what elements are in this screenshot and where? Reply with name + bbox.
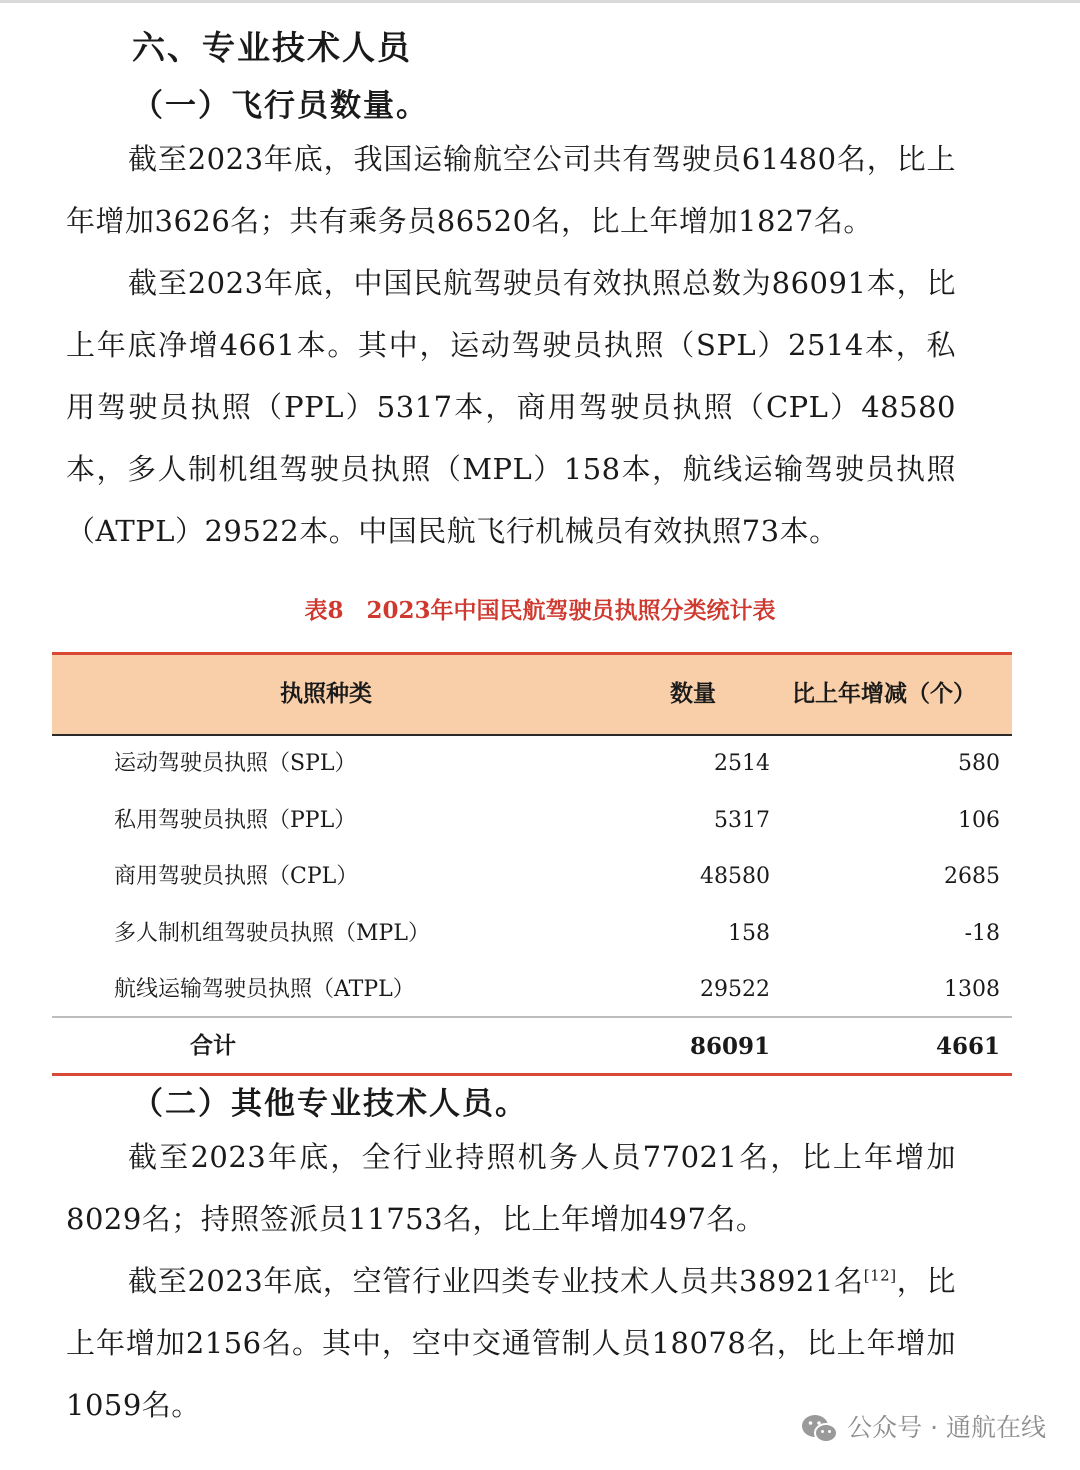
paragraph-license-total: 截至2023年底，中国民航驾驶员有效执照总数为86091本，比上年底净增4661本。其中，运动驾驶员执照（SPL）2514本，私用驾驶员执照（PPL）5317本，商用驾驶员执照（CPL）48580本，多人制机组驾驶员执照（MPL）158本，航线运输驾驶员执照（ATPL）29522本。中国民航飞行机械员有效执照73本。 <box>66 266 956 548</box>
table-row <box>52 848 1012 905</box>
table-header <box>52 655 1012 736</box>
row-license-type: 运动驾驶员执照（SPL） <box>114 751 357 776</box>
section-title: 六、专业技术人员 <box>132 28 412 67</box>
row-change: 2685 <box>944 864 1000 889</box>
atc-text-start: 截至2023年底，空管行业四类专业技术人员共38921名 <box>128 1264 864 1298</box>
row-change: 106 <box>958 808 1000 833</box>
row-count: 2514 <box>714 751 770 776</box>
table-row <box>52 905 1012 962</box>
header-change: 比上年增减（个） <box>792 681 976 707</box>
table-row <box>52 792 1012 849</box>
header-count: 数量 <box>670 681 716 707</box>
watermark <box>801 1408 1046 1448</box>
row-count: 5317 <box>714 808 770 833</box>
row-license-type: 商用驾驶员执照（CPL） <box>114 864 359 889</box>
table-caption: 表8 2023年中国民航驾驶员执照分类统计表 <box>304 597 776 624</box>
row-count: 158 <box>728 921 770 946</box>
header-license-type: 执照种类 <box>280 681 372 707</box>
subsection-title-pilots: （一）飞行员数量。 <box>132 88 429 124</box>
footnote-ref: [12] <box>863 1266 897 1285</box>
wechat-icon <box>801 1413 839 1445</box>
atc-text-end: ，比上年增加2156名。其中，空中交通管制人员18078名，比上年增加1059名。 <box>66 1264 956 1422</box>
top-divider <box>0 0 1080 3</box>
table-row <box>52 735 1012 792</box>
table-row <box>52 961 1012 1018</box>
subsection-title-other-staff: （二）其他专业技术人员。 <box>132 1086 528 1122</box>
row-license-type: 航线运输驾驶员执照（ATPL） <box>114 977 415 1002</box>
row-count: 48580 <box>700 864 770 889</box>
paragraph-pilot-count: 截至2023年底，我国运输航空公司共有驾驶员61480名，比上年增加3626名；共有乘务员86520名，比上年增加1827名。 <box>66 142 956 238</box>
row-count: 29522 <box>700 977 770 1002</box>
row-change: 1308 <box>944 977 1000 1002</box>
total-change: 4661 <box>935 1033 1000 1060</box>
total-label: 合计 <box>190 1033 236 1059</box>
row-license-type: 多人制机组驾驶员执照（MPL） <box>114 921 430 946</box>
watermark-text: 公众号 · 通航在线 <box>847 1413 1046 1442</box>
table-total-row <box>52 1018 1012 1075</box>
paragraph-maintenance-staff: 截至2023年底，全行业持照机务人员77021名，比上年增加8029名；持照签派员11753名，比上年增加497名。 <box>66 1140 956 1236</box>
row-change: 580 <box>958 751 1000 776</box>
row-change: -18 <box>964 921 1000 946</box>
row-license-type: 私用驾驶员执照（PPL） <box>114 808 357 833</box>
table-bottom-rule <box>52 1073 1012 1076</box>
total-count: 86091 <box>689 1033 770 1060</box>
